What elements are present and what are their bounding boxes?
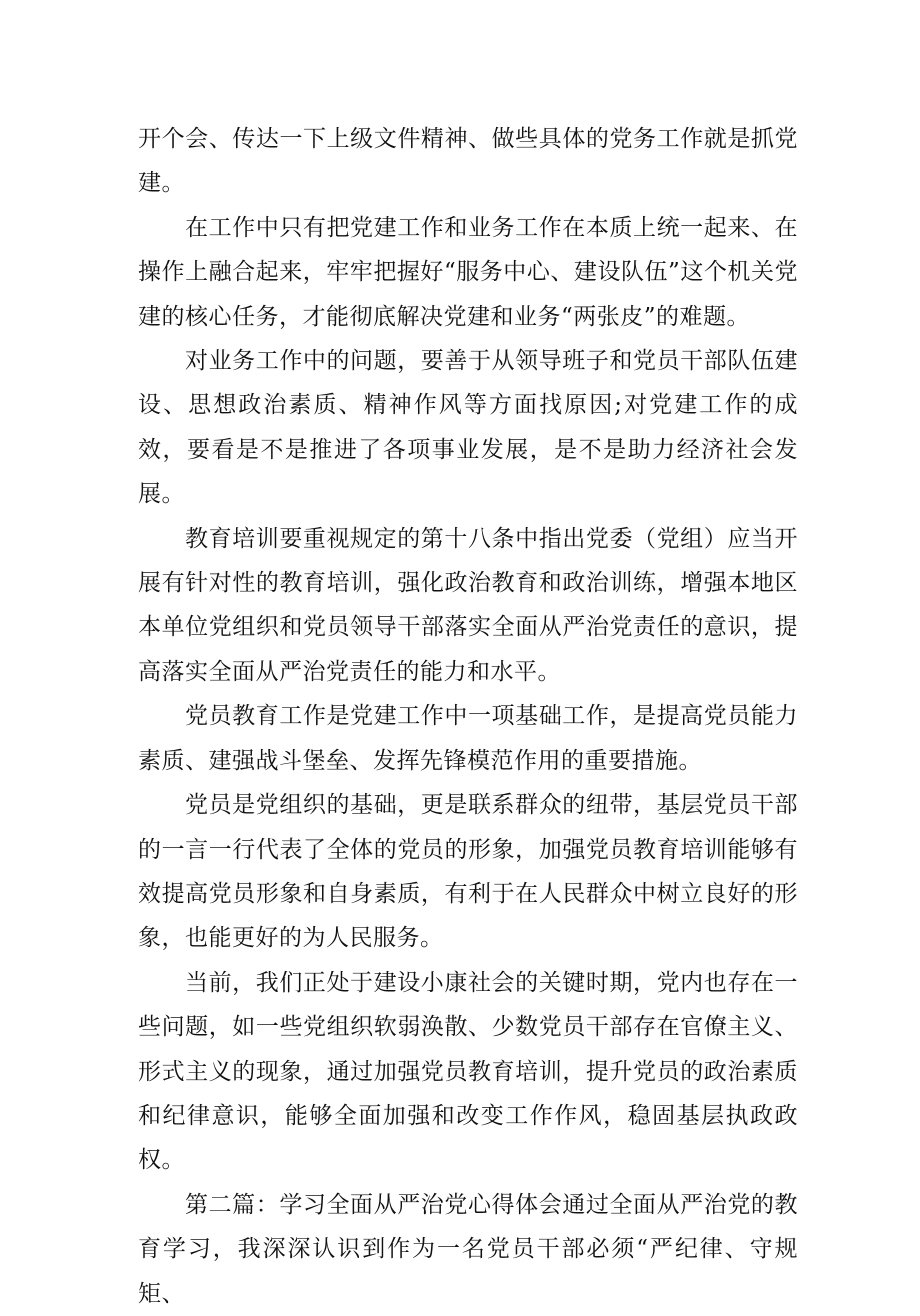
paragraph-1: 开个会、传达一下上级文件精神、做些具体的党务工作就是抓党建。 xyxy=(138,126,798,197)
paragraph-8: 第二篇：学习全面从严治党心得体会通过全面从严治党的教育学习，我深深认识到作为一名党员干部必须“严纪律、守规矩、 xyxy=(138,1191,798,1307)
paragraph-5: 党员教育工作是党建工作中一项基础工作，是提高党员能力素质、建强战斗堡垒、发挥先锋模范作用的重要措施。 xyxy=(138,703,798,774)
document-body xyxy=(138,117,798,1316)
paragraph-3: 对业务工作中的问题，要善于从领导班子和党员干部队伍建设、思想政治素质、精神作风等方面找原因;对党建工作的成效，要看是不是推进了各项事业发展，是不是助力经济社会发展。 xyxy=(138,348,798,508)
paragraph-7: 当前，我们正处于建设小康社会的关键时期，党内也存在一些问题，如一些党组织软弱涣散、少数党员干部存在官僚主义、形式主义的现象，通过加强党员教育培训，提升党员的政治素质和纪律意识，能够全面加强和改变工作作风，稳固基层执政政权。 xyxy=(138,969,798,1174)
paragraph-6: 党员是党组织的基础，更是联系群众的纽带，基层党员干部的一言一行代表了全体的党员的形象，加强党员教育培训能够有效提高党员形象和自身素质，有利于在人民群众中树立良好的形象，也能更好的为人民服务。 xyxy=(138,792,798,952)
paragraph-4: 教育培训要重视规定的第十八条中指出党委（党组）应当开展有针对性的教育培训，强化政治教育和政治训练，增强本地区本单位党组织和党员领导干部落实全面从严治党责任的意识，提高落实全面从严治党责任的能力和水平。 xyxy=(138,525,798,685)
paragraph-2: 在工作中只有把党建工作和业务工作在本质上统一起来、在操作上融合起来，牢牢把握好“服务中心、建设队伍”这个机关党建的核心任务，才能彻底解决党建和业务“两张皮”的难题。 xyxy=(138,214,798,330)
